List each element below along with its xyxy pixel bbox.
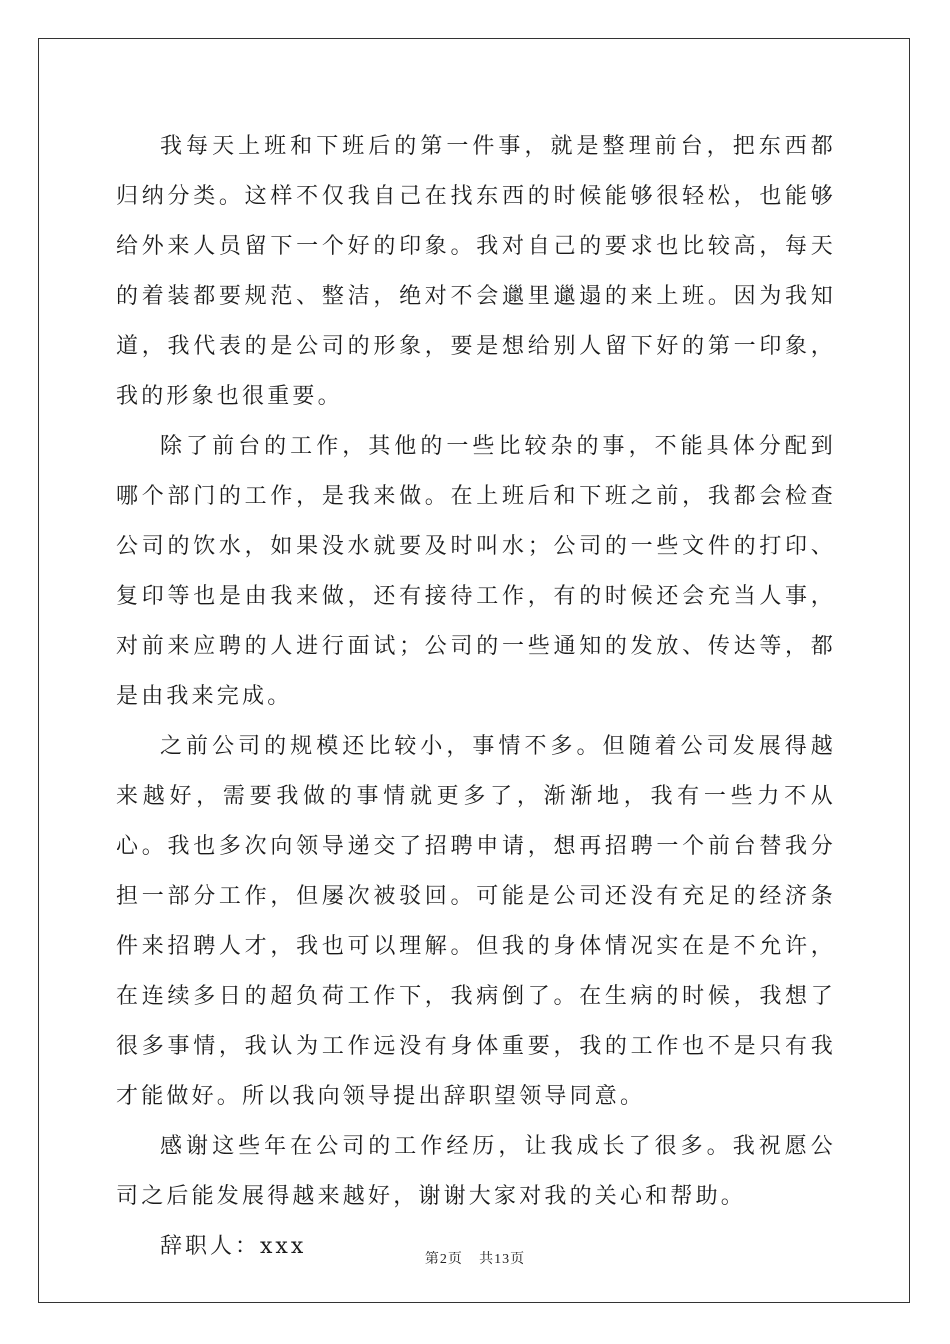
page-footer [0, 1248, 950, 1268]
current-page-number: 2 [439, 1252, 448, 1267]
paragraph-2: 除了前台的工作，其他的一些比较杂的事，不能具体分配到哪个部门的工作，是我来做。在上班后和下班之前，我都会检查公司的饮水，如果没水就要及时叫水；公司的一些文件的打印、复印等也是由我来做，还有接待工作，有的时候还会充当人事，对前来应聘的人进行面试；公司的一些通知的发放、传达等，都是由我来完成。 [116, 434, 836, 709]
signature-line: 辞职人：xxx [160, 1234, 307, 1259]
page-prefix: 第 [424, 1251, 440, 1267]
total-pages-number: 13 [494, 1252, 511, 1267]
paragraph-3: 之前公司的规模还比较小，事情不多。但随着公司发展得越来越好，需要我做的事情就更多了，渐渐地，我有一些力不从心。我也多次向领导递交了招聘申请，想再招聘一个前台替我分担一部分工作，但屡次被驳回。可能是公司还没有充足的经济条件来招聘人才，我也可以理解。但我的身体情况实在是不允许，在连续多日的超负荷工作下，我病倒了。在生病的时候，我想了很多事情，我认为工作远没有身体重要，我的工作也不是只有我才能做好。所以我向领导提出辞职望领导同意。 [116, 734, 836, 1109]
letter-body [116, 122, 836, 1272]
page-unit: 页 [447, 1251, 463, 1267]
total-unit: 页 [510, 1251, 526, 1267]
paragraph-4: 感谢这些年在公司的工作经历，让我成长了很多。我祝愿公司之后能发展得越来越好，谢谢大家对我的关心和帮助。 [116, 1134, 836, 1209]
total-prefix: 共 [479, 1251, 495, 1267]
paragraph-1: 我每天上班和下班后的第一件事，就是整理前台，把东西都归纳分类。这样不仅我自己在找东西的时候能够很轻松，也能够给外来人员留下一个好的印象。我对自己的要求也比较高，每天的着装都要规范、整洁，绝对不会邋里邋遢的来上班。因为我知道，我代表的是公司的形象，要是想给别人留下好的第一印象，我的形象也很重要。 [116, 134, 836, 409]
